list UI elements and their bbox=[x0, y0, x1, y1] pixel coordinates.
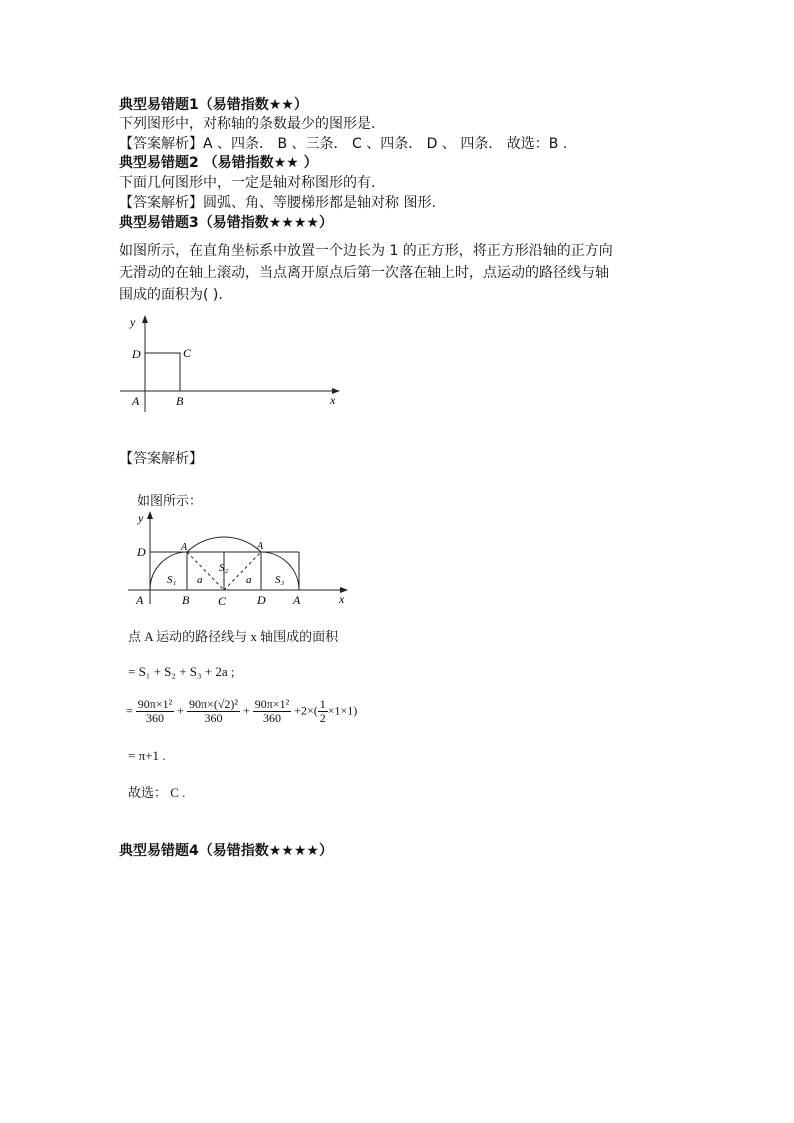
q2-answer: 【答案解析】圆弧、角、等腰梯形都是轴对称 图形. bbox=[119, 195, 436, 211]
label-A-end: A bbox=[293, 593, 301, 607]
label-x: x bbox=[330, 393, 336, 407]
label-D-bottom: D bbox=[257, 593, 266, 607]
label-S3: S₃ bbox=[275, 574, 285, 586]
square-on-axes-figure bbox=[118, 312, 348, 412]
label-x: x bbox=[339, 592, 345, 606]
label-B: B bbox=[176, 394, 184, 408]
label-C: C bbox=[218, 594, 227, 608]
eq2-tail-post: ×1×1) bbox=[327, 703, 358, 718]
eq2-plus-1: + bbox=[177, 703, 184, 718]
label-y: y bbox=[130, 315, 136, 329]
q4-title: 典型易错题4（易错指数★★★★） bbox=[119, 843, 333, 859]
solution-choice: 故选： C . bbox=[128, 785, 186, 800]
solution-intro: 如图所示： bbox=[137, 493, 203, 508]
fraction-4: $\frac{1}{2}$ bbox=[319, 697, 326, 725]
fraction-1: $\frac{\text{90π×1²}}{360}$ bbox=[137, 697, 173, 725]
q3-answer-heading: 【答案解析】 bbox=[119, 451, 203, 467]
solution-eq-1: = S₁ + S₂ + S₃ + 2a ; bbox=[128, 664, 235, 679]
label-A-origin: A bbox=[136, 593, 144, 607]
q3-title: 典型易错题3（易错指数★★★★） bbox=[119, 215, 333, 231]
q3-question-line-2: 无滑动的在轴上滚动，当点离开原点后第一次落在轴上时，点运动的路径线与轴 bbox=[119, 265, 609, 281]
label-a-2: a bbox=[246, 574, 252, 586]
y-axis-arrow bbox=[147, 511, 153, 519]
unit-square bbox=[145, 353, 180, 391]
label-S1: S₁ bbox=[167, 574, 177, 586]
label-D: D bbox=[132, 347, 141, 361]
solution-statement: 点 A 运动的路径线与 x 轴围成的面积 bbox=[128, 629, 339, 644]
label-D: D bbox=[137, 545, 146, 559]
eq2-tail-pre: +2×( bbox=[294, 703, 318, 718]
q3-question-line-3: 围成的面积为( ). bbox=[119, 287, 223, 303]
label-a-1: a bbox=[197, 574, 203, 586]
q1-answer: 【答案解析】A 、四条． B 、三条． C 、四条． D 、 四条． 故选：B . bbox=[119, 136, 568, 152]
label-C: C bbox=[183, 346, 192, 360]
label-A: A bbox=[132, 394, 140, 408]
solution-eq-3: = π+1 . bbox=[128, 748, 166, 763]
q3-question-line-1: 如图所示，在直角坐标系中放置一个边长为 1 的正方形，将正方形沿轴的正方向 bbox=[119, 243, 613, 259]
eq2-prefix: = bbox=[126, 703, 133, 718]
dashed-right bbox=[224, 552, 261, 590]
q2-question: 下面几何图形中，一定是轴对称图形的有. bbox=[119, 175, 376, 191]
rolling-square-figure bbox=[124, 508, 364, 608]
arc-S2 bbox=[187, 537, 261, 552]
eq2-plus-2: + bbox=[243, 703, 250, 718]
label-y: y bbox=[138, 511, 144, 525]
solution-eq-2 bbox=[126, 698, 357, 725]
label-B: B bbox=[182, 593, 190, 607]
fraction-3: $\frac{\text{90π×1²}}{360}$ bbox=[254, 697, 290, 725]
label-S2: S₂ bbox=[219, 562, 229, 574]
fraction-2: $\frac{\text{90π×(√2)²}}{360}$ bbox=[189, 697, 239, 725]
q2-title: 典型易错题2 （易错指数★★ ） bbox=[119, 155, 318, 171]
q1-question: 下列图形中，对称轴的条数最少的图形是. bbox=[119, 116, 376, 132]
y-axis-arrow bbox=[142, 315, 148, 323]
label-A-top-1: A bbox=[181, 542, 188, 553]
q1-title: 典型易错题1（易错指数★★） bbox=[119, 97, 308, 113]
label-A-top-2: A bbox=[257, 541, 264, 552]
